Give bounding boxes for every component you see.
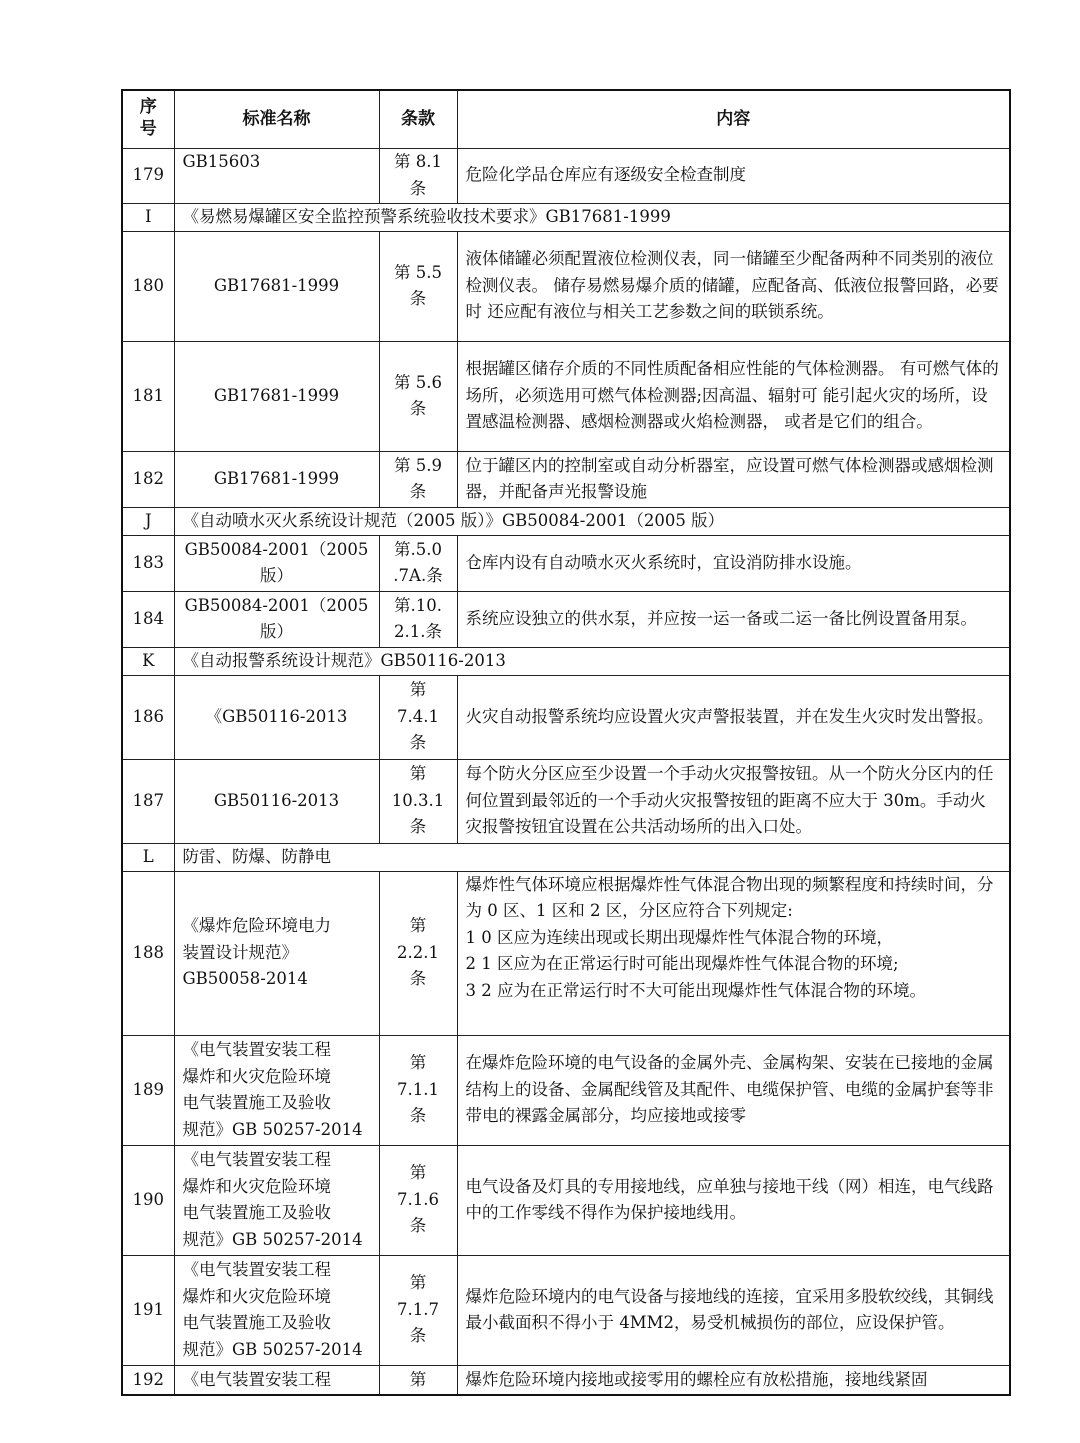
section-no: I — [122, 203, 174, 231]
row-no: 184 — [122, 591, 174, 647]
row-no: 179 — [122, 148, 174, 203]
row-no: 192 — [122, 1365, 174, 1395]
table-row — [122, 341, 1010, 451]
section-title: 《自动报警系统设计规范》GB50116-2013 — [174, 647, 1010, 675]
row-clause: 第 7.1.7 条 — [379, 1255, 457, 1365]
row-standard: 《爆炸危险环境电力 装置设计规范》 GB50058-2014 — [174, 871, 379, 1035]
standards-table — [121, 89, 1011, 1396]
row-content: 在爆炸危险环境的电气设备的金属外壳、金属构架、安装在已接地的金属结构上的设备、金属配线管及其配件、电缆保护管、电缆的金属护套等非带电的裸露金属部分，均应接地或接零 — [457, 1035, 1010, 1145]
row-standard: 《电气装置安装工程 爆炸和火灾危险环境 电气装置施工及验收 规范》GB 50257-2014 — [174, 1145, 379, 1255]
section-title: 防雷、防爆、防静电 — [174, 843, 1010, 871]
table-row — [122, 591, 1010, 647]
section-title: 《自动喷水灭火系统设计规范（2005 版）》GB50084-2001（2005 版） — [174, 507, 1010, 535]
row-content: 系统应设独立的供水泵，并应按一运一备或二运一备比例设置备用泵。 — [457, 591, 1010, 647]
row-content: 电气设备及灯具的专用接地线，应单独与接地干线（网）相连，电气线路中的工作零线不得作为保护接地线用。 — [457, 1145, 1010, 1255]
row-content: 根据罐区储存介质的不同性质配备相应性能的气体检测器。 有可燃气体的场所，必须选用可燃气体检测器;因高温、辐射可 能引起火灾的场所，设置感温检测器、感烟检测器或火焰检测器， 或者是它们的组合。 — [457, 341, 1010, 451]
table-row — [122, 1365, 1010, 1395]
row-standard: GB17681-1999 — [174, 341, 379, 451]
row-standard: 《电气装置安装工程 爆炸和火灾危险环境 电气装置施工及验收 规范》GB 50257-2014 — [174, 1255, 379, 1365]
row-clause: 第 — [379, 1365, 457, 1395]
section-row — [122, 843, 1010, 871]
row-clause: 第 7.4.1 条 — [379, 675, 457, 759]
section-row — [122, 203, 1010, 231]
row-clause: 第.5.0 .7A.条 — [379, 535, 457, 591]
header-clause: 条款 — [379, 90, 457, 148]
table-row — [122, 871, 1010, 1035]
row-clause: 第 10.3.1 条 — [379, 759, 457, 843]
row-standard: GB17681-1999 — [174, 451, 379, 507]
row-clause: 第 5.9 条 — [379, 451, 457, 507]
row-no: 183 — [122, 535, 174, 591]
row-no: 188 — [122, 871, 174, 1035]
header-content: 内容 — [457, 90, 1010, 148]
row-no: 190 — [122, 1145, 174, 1255]
header-no: 序号 — [122, 90, 174, 148]
row-content: 每个防火分区应至少设置一个手动火灾报警按钮。从一个防火分区内的任何位置到最邻近的一个手动火灾报警按钮的距离不应大于 30m。手动火灾报警按钮宜设置在公共活动场所的出入口处。 — [457, 759, 1010, 843]
row-no: 187 — [122, 759, 174, 843]
row-content: 爆炸性气体环境应根据爆炸性气体混合物出现的频繁程度和持续时间，分为 0 区、1 区和 2 区，分区应符合下列规定: 1 0 区应为连续出现或长期出现爆炸性气体混合物的环境， 2 1 区应为在正常运行时可能出现爆炸性气体混合物的环境; 3 2 应为在正常运行时不大可能出现爆炸性气体混合物的环境。 — [457, 871, 1010, 1035]
row-content: 危险化学品仓库应有逐级安全检查制度 — [457, 148, 1010, 203]
section-no: J — [122, 507, 174, 535]
row-clause: 第 5.5 条 — [379, 231, 457, 341]
row-clause: 第 8.1 条 — [379, 148, 457, 203]
row-standard: GB17681-1999 — [174, 231, 379, 341]
row-clause: 第.10. 2.1.条 — [379, 591, 457, 647]
row-no: 186 — [122, 675, 174, 759]
row-content: 爆炸危险环境内接地或接零用的螺栓应有放松措施，接地线紧固 — [457, 1365, 1010, 1395]
section-row — [122, 507, 1010, 535]
row-standard: GB15603 — [174, 148, 379, 203]
row-standard: GB50084-2001（2005 版） — [174, 591, 379, 647]
table-row — [122, 1145, 1010, 1255]
table-row — [122, 759, 1010, 843]
section-row — [122, 647, 1010, 675]
section-no: K — [122, 647, 174, 675]
section-no: L — [122, 843, 174, 871]
row-standard: 《电气装置安装工程 爆炸和火灾危险环境 电气装置施工及验收 规范》GB 50257-2014 — [174, 1035, 379, 1145]
table-row — [122, 675, 1010, 759]
row-no: 189 — [122, 1035, 174, 1145]
row-standard: GB50116-2013 — [174, 759, 379, 843]
header-row — [122, 90, 1010, 148]
table-row — [122, 231, 1010, 341]
row-content: 液体储罐必须配置液位检测仪表，同一储罐至少配备两种不同类别的液位检测仪表。 储存易燃易爆介质的储罐，应配备高、低液位报警回路，必要时 还应配有液位与相关工艺参数之间的联锁系统。 — [457, 231, 1010, 341]
row-clause: 第 7.1.6 条 — [379, 1145, 457, 1255]
row-no: 181 — [122, 341, 174, 451]
table-row — [122, 451, 1010, 507]
row-content: 爆炸危险环境内的电气设备与接地线的连接，宜采用多股软绞线，其铜线最小截面积不得小于 4MM2，易受机械损伤的部位，应设保护管。 — [457, 1255, 1010, 1365]
row-content: 火灾自动报警系统均应设置火灾声警报装置，并在发生火灾时发出警报。 — [457, 675, 1010, 759]
row-standard: 《GB50116-2013 — [174, 675, 379, 759]
row-standard: GB50084-2001（2005 版） — [174, 535, 379, 591]
row-clause: 第 2.2.1 条 — [379, 871, 457, 1035]
row-standard: 《电气装置安装工程 — [174, 1365, 379, 1395]
section-title: 《易燃易爆罐区安全监控预警系统验收技术要求》GB17681-1999 — [174, 203, 1010, 231]
row-no: 182 — [122, 451, 174, 507]
row-content: 位于罐区内的控制室或自动分析器室，应设置可燃气体检测器或感烟检测器，并配备声光报警设施 — [457, 451, 1010, 507]
header-standard: 标准名称 — [174, 90, 379, 148]
row-no: 180 — [122, 231, 174, 341]
row-content: 仓库内设有自动喷水灭火系统时，宜设消防排水设施。 — [457, 535, 1010, 591]
row-no: 191 — [122, 1255, 174, 1365]
table-row — [122, 535, 1010, 591]
table-row — [122, 1255, 1010, 1365]
row-clause: 第 7.1.1 条 — [379, 1035, 457, 1145]
row-clause: 第 5.6 条 — [379, 341, 457, 451]
table-row — [122, 148, 1010, 203]
table-row — [122, 1035, 1010, 1145]
